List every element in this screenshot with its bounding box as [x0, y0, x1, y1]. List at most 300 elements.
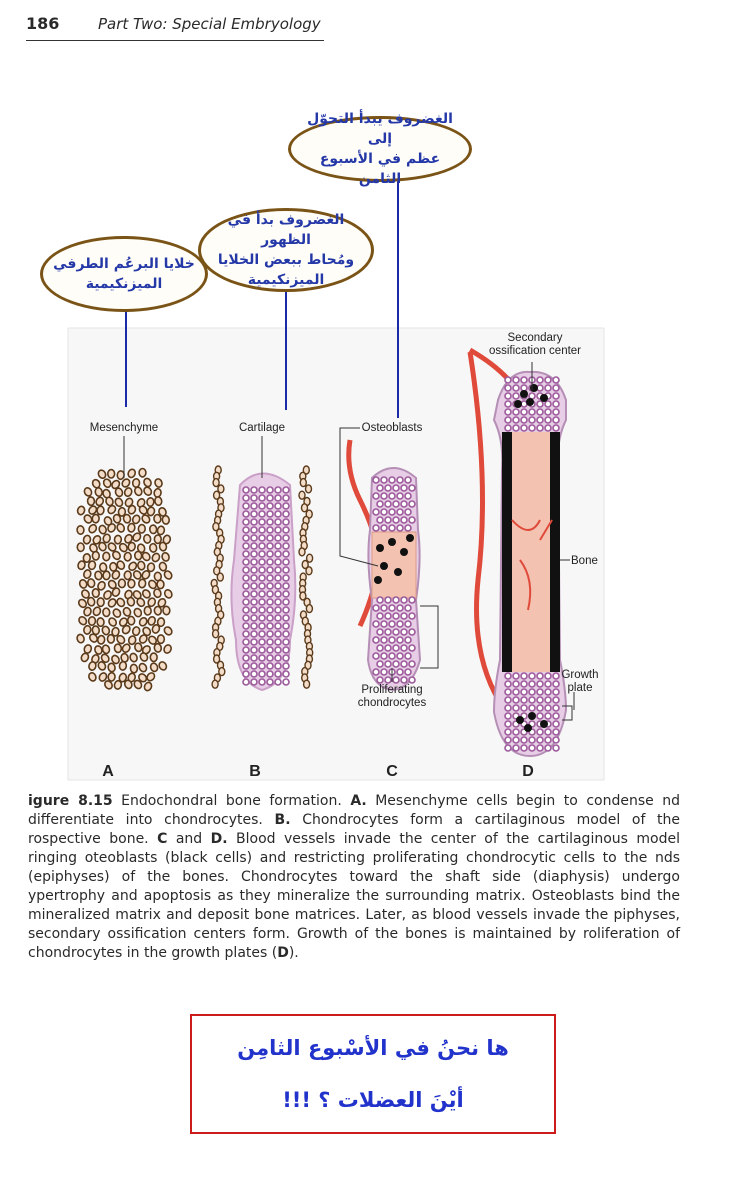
chondrocyte [545, 385, 551, 391]
mesenchyme-cell [217, 573, 223, 581]
chondrocyte [513, 689, 519, 695]
osteoblast [520, 390, 528, 398]
chondrocyte [545, 689, 551, 695]
chondrocyte [381, 669, 387, 675]
chondrocyte [267, 663, 273, 669]
chondrocyte [275, 679, 281, 685]
chondrocyte [259, 511, 265, 517]
chondrocyte [275, 543, 281, 549]
chondrocyte [405, 525, 411, 531]
chondrocyte [529, 705, 535, 711]
mesenchyme-cell [302, 504, 308, 512]
mesenchyme-cell [119, 661, 127, 670]
chondrocyte [243, 623, 249, 629]
chondrocyte [251, 575, 257, 581]
mesenchyme-cell [163, 606, 170, 615]
chondrocyte [521, 705, 527, 711]
panel-letter-a: A [102, 763, 114, 780]
chondrocyte [529, 409, 535, 415]
chondrocyte [545, 705, 551, 711]
label-cartilage: Cartilage [238, 422, 286, 434]
osteoblast [514, 400, 522, 408]
chondrocyte [381, 653, 387, 659]
label-bone: Bone [571, 555, 598, 567]
chondrocyte [243, 655, 249, 661]
mesenchyme-cell [154, 496, 162, 506]
chondrocyte [377, 661, 383, 667]
chondrocyte [251, 543, 257, 549]
chondrocyte [283, 631, 289, 637]
chondrocyte [513, 681, 519, 687]
chondrocyte [513, 673, 519, 679]
chondrocyte [267, 519, 273, 525]
chondrocyte [283, 663, 289, 669]
chondrocyte [283, 487, 289, 493]
chondrocyte [275, 511, 281, 517]
callout-cartilage [198, 208, 374, 292]
osteoblast [516, 716, 524, 724]
chondrocyte [537, 425, 543, 431]
mesenchyme-cell [154, 535, 161, 543]
chondrocyte [275, 655, 281, 661]
chondrocyte [537, 713, 543, 719]
osteoblast [524, 724, 532, 732]
osteoblast [380, 562, 388, 570]
chondrocyte [373, 525, 379, 531]
chondrocyte [381, 509, 387, 515]
label-mesenchyme: Mesenchyme [89, 422, 159, 434]
chondrocyte [545, 681, 551, 687]
chondrocyte [251, 551, 257, 557]
chondrocyte [505, 689, 511, 695]
chondrocyte [545, 417, 551, 423]
chondrocyte [389, 621, 395, 627]
chondrocyte [545, 401, 551, 407]
chondrocyte [275, 623, 281, 629]
chondrocyte [283, 583, 289, 589]
chondrocyte [513, 745, 519, 751]
mesenchyme-cell [299, 491, 305, 499]
chondrocyte [283, 527, 289, 533]
chondrocyte [283, 599, 289, 605]
chondrocyte [259, 607, 265, 613]
chondrocyte [401, 485, 407, 491]
chondrocyte [553, 673, 559, 679]
chondrocyte [537, 401, 543, 407]
cortical-bone-right [550, 432, 560, 672]
chondrocyte [267, 559, 273, 565]
chondrocyte [251, 639, 257, 645]
mesenchyme-cell [92, 589, 100, 598]
running-title: Part Two: Special Embryology [98, 15, 321, 33]
chondrocyte [259, 647, 265, 653]
chondrocyte [283, 511, 289, 517]
chondrocyte [275, 631, 281, 637]
chondrocyte [381, 637, 387, 643]
mesenchyme-cell [212, 680, 218, 688]
chondrocyte [409, 677, 415, 683]
chondrocyte [283, 639, 289, 645]
chondrocyte [283, 623, 289, 629]
chondrocyte [267, 551, 273, 557]
chondrocyte [553, 377, 559, 383]
chondrocyte [267, 591, 273, 597]
chondrocyte [513, 705, 519, 711]
chondrocyte [505, 745, 511, 751]
note-box [190, 1014, 556, 1134]
chondrocyte [521, 745, 527, 751]
mesenchyme-cell [213, 630, 219, 638]
label-proliferating-1: Proliferating [361, 684, 423, 696]
chondrocyte [537, 673, 543, 679]
mesenchyme-cell [153, 514, 161, 523]
caption-text-2: Mesenchyme cells begin to condense nd differentiate into chondrocytes. [28, 793, 680, 828]
chondrocyte [505, 681, 511, 687]
chondrocyte [251, 623, 257, 629]
panel-letter-d: D [522, 763, 534, 780]
chondrocyte [537, 697, 543, 703]
mesenchyme-cell [103, 552, 110, 561]
chondrocyte [283, 503, 289, 509]
chondrocyte [267, 543, 273, 549]
chondrocyte [505, 401, 511, 407]
chondrocyte [275, 583, 281, 589]
chondrocyte [513, 417, 519, 423]
chondrocyte [377, 645, 383, 651]
chondrocyte [251, 679, 257, 685]
chondrocyte [521, 681, 527, 687]
label-secondary-2: ossification center [488, 345, 582, 357]
chondrocyte [283, 535, 289, 541]
chondrocyte [405, 509, 411, 515]
chondrocyte [275, 615, 281, 621]
mesenchyme-cell [306, 605, 312, 613]
chondrocyte [385, 485, 391, 491]
chondrocyte [397, 493, 403, 499]
mesenchyme-cell [83, 625, 91, 634]
chondrocyte [259, 623, 265, 629]
chondrocyte [553, 393, 559, 399]
chondrocyte [513, 409, 519, 415]
chondrocyte [553, 401, 559, 407]
chondrocyte [529, 681, 535, 687]
mesenchyme-cell [154, 606, 162, 615]
chondrocyte [409, 597, 415, 603]
chondrocyte [251, 519, 257, 525]
chondrocyte [243, 495, 249, 501]
chondrocyte [401, 629, 407, 635]
osteoblast [400, 548, 408, 556]
chondrocyte [267, 487, 273, 493]
chondrocyte [259, 583, 265, 589]
chondrocyte [243, 671, 249, 677]
caption-label-d: D. [210, 831, 228, 847]
chondrocyte [505, 713, 511, 719]
chondrocyte [275, 559, 281, 565]
chondrocyte [545, 673, 551, 679]
mesenchyme-cell [97, 618, 105, 627]
mesenchyme-cell [134, 551, 142, 560]
chondrocyte [513, 385, 519, 391]
chondrocyte [267, 671, 273, 677]
chondrocyte [275, 527, 281, 533]
chondrocyte [259, 591, 265, 597]
label-proliferating-2: chondrocytes [357, 697, 427, 709]
label-osteoblasts: Osteoblasts [361, 422, 423, 434]
chondrocyte [389, 509, 395, 515]
chondrocyte [393, 629, 399, 635]
chondrocyte [243, 559, 249, 565]
mesenchyme-cell [87, 497, 95, 506]
chondrocyte [283, 671, 289, 677]
chondrocyte [513, 737, 519, 743]
chondrocyte [409, 517, 415, 523]
chondrocyte [377, 613, 383, 619]
chondrocyte [251, 567, 257, 573]
mesenchyme-cell [121, 653, 129, 662]
chondrocyte [377, 677, 383, 683]
mesenchyme-cell [132, 626, 140, 636]
chondrocyte [283, 655, 289, 661]
osteoblast [528, 712, 536, 720]
caption-text-1: Endochondral bone formation. [112, 793, 351, 809]
chondrocyte [275, 639, 281, 645]
mesenchyme-cell [124, 552, 131, 561]
mesenchyme-cell [77, 543, 84, 552]
chondrocyte [251, 487, 257, 493]
mesenchyme-cell [130, 664, 138, 673]
chondrocyte [529, 737, 535, 743]
chondrocyte [259, 487, 265, 493]
chondrocyte [283, 495, 289, 501]
chondrocyte [513, 425, 519, 431]
chondrocyte [545, 713, 551, 719]
mesenchyme-cell [97, 506, 105, 515]
chondrocyte [275, 671, 281, 677]
chondrocyte [267, 527, 273, 533]
chondrocyte [553, 745, 559, 751]
chondrocyte [267, 647, 273, 653]
chondrocyte [283, 559, 289, 565]
chondrocyte [283, 615, 289, 621]
chondrocyte [505, 425, 511, 431]
chondrocyte [389, 653, 395, 659]
chondrocyte [385, 661, 391, 667]
chondrocyte [267, 503, 273, 509]
chondrocyte [275, 567, 281, 573]
chondrocyte [397, 621, 403, 627]
chondrocyte [405, 669, 411, 675]
chondrocyte [373, 653, 379, 659]
chondrocyte [553, 681, 559, 687]
chondrocyte [275, 599, 281, 605]
mesenchyme-cell [124, 571, 131, 580]
osteoblast [394, 568, 402, 576]
chondrocyte [545, 745, 551, 751]
caption-label-d-2: D [277, 945, 289, 961]
mesenchyme-cell [213, 479, 219, 487]
chondrocyte [243, 647, 249, 653]
chondrocyte [545, 737, 551, 743]
chondrocyte [275, 519, 281, 525]
panel-letter-c: C [386, 763, 398, 780]
mesenchyme-cell [150, 653, 157, 662]
chondrocyte [405, 477, 411, 483]
chondrocyte [513, 393, 519, 399]
chondrocyte [275, 663, 281, 669]
chondrocyte [373, 493, 379, 499]
mesenchyme-cell [306, 567, 312, 575]
chondrocyte [267, 631, 273, 637]
chondrocyte [251, 527, 257, 533]
mesenchyme-cell [306, 485, 312, 493]
caption-label-a: A. [350, 793, 367, 809]
chondrocyte [267, 679, 273, 685]
chondrocyte [537, 417, 543, 423]
caption-text-6: ). [288, 945, 299, 961]
osteoblast [376, 544, 384, 552]
chondrocyte [251, 495, 257, 501]
chondrocyte [505, 673, 511, 679]
caption-figure-number: igure 8.15 [28, 793, 113, 809]
chondrocyte [553, 721, 559, 727]
chondrocyte [389, 637, 395, 643]
chondrocyte [513, 377, 519, 383]
chondrocyte [553, 705, 559, 711]
chondrocyte [409, 661, 415, 667]
mesenchyme-cell [299, 548, 305, 556]
chondrocyte [513, 729, 519, 735]
chondrocyte [405, 605, 411, 611]
callout-cartilage-line-2: ومُحاط ببعض الخلايا [217, 252, 355, 268]
chondrocyte [243, 511, 249, 517]
cortical-bone-left [502, 432, 512, 672]
chondrocyte [505, 409, 511, 415]
chondrocyte [243, 615, 249, 621]
chondrocyte [267, 535, 273, 541]
chondrocyte [529, 425, 535, 431]
chondrocyte [393, 661, 399, 667]
chondrocyte [553, 713, 559, 719]
mesenchyme-cell [92, 552, 99, 561]
chondrocyte [521, 737, 527, 743]
label-growth-2: plate [567, 682, 593, 694]
chondrocyte [505, 377, 511, 383]
chondrocyte [377, 597, 383, 603]
chondrocyte [259, 615, 265, 621]
chondrocyte [275, 607, 281, 613]
chondrocyte [251, 583, 257, 589]
chondrocyte [397, 653, 403, 659]
chondrocyte [267, 599, 273, 605]
chondrocyte [259, 663, 265, 669]
chondrocyte [545, 425, 551, 431]
chondrocyte [243, 631, 249, 637]
chondrocyte [393, 597, 399, 603]
chondrocyte [283, 679, 289, 685]
chondrocyte [243, 551, 249, 557]
chondrocyte [537, 409, 543, 415]
chondrocyte [243, 663, 249, 669]
chondrocyte [553, 737, 559, 743]
chondrocyte [243, 503, 249, 509]
chondrocyte [259, 671, 265, 677]
callout-mesenchyme [40, 236, 208, 312]
chondrocyte [521, 377, 527, 383]
caption-text-3: Chondrocytes form a cartilaginous model of the rospective bone. [28, 812, 681, 847]
osteoblast [526, 398, 534, 406]
chondrocyte [377, 629, 383, 635]
chondrocyte [259, 655, 265, 661]
chondrocyte [521, 673, 527, 679]
chondrocyte [393, 517, 399, 523]
chondrocyte [243, 567, 249, 573]
mesenchyme-cell [157, 580, 164, 589]
chondrocyte [397, 525, 403, 531]
chondrocyte [243, 583, 249, 589]
osteoblast [374, 576, 382, 584]
chondrocyte [553, 425, 559, 431]
chondrocyte [505, 697, 511, 703]
chondrocyte [521, 689, 527, 695]
chondrocyte [385, 517, 391, 523]
chondrocyte [521, 425, 527, 431]
chondrocyte [283, 647, 289, 653]
chondrocyte [553, 417, 559, 423]
chondrocyte [283, 607, 289, 613]
chondrocyte [251, 663, 257, 669]
chondrocyte [267, 623, 273, 629]
chondrocyte [393, 485, 399, 491]
chondrocyte [259, 503, 265, 509]
chondrocyte [259, 527, 265, 533]
chondrocyte [373, 477, 379, 483]
mesenchyme-cell [128, 579, 135, 588]
chondrocyte [397, 605, 403, 611]
callout-mesenchyme-line-2: الميزنكيمية [85, 276, 163, 292]
chondrocyte [545, 729, 551, 735]
chondrocyte [397, 477, 403, 483]
caption-label-c: C [157, 831, 168, 847]
chondrocyte [243, 535, 249, 541]
osteoblast [388, 538, 396, 546]
mesenchyme-cell [304, 680, 310, 688]
osteoblast [540, 720, 548, 728]
chondrocyte [377, 485, 383, 491]
chondrocyte [397, 637, 403, 643]
mesenchyme-cell [108, 470, 115, 479]
chondrocyte [251, 559, 257, 565]
caption-text-5: Blood vessels invade the center of the cartilaginous model ringing oteoblasts (black cells) and restricting proliferating chondrocytic cells to the nds (epiphyses) of the bones. Chondrocytes toward the shaft side (diaphysis) undergo ypertrophy and apoptosis as they mineralize the surrounding matrix. Osteoblasts bind the mineralized matrix and deposit bone matrices. Later, as blood vessels invade the piphyses, secondary ossification centers form. Growth of the bones is maintained by roliferation of chondrocytes in the growth plates ( [28, 831, 680, 961]
chondrocyte [251, 599, 257, 605]
chondrocyte [267, 615, 273, 621]
chondrocyte [275, 495, 281, 501]
chondrocyte [373, 605, 379, 611]
chondrocyte [267, 607, 273, 613]
chondrocyte [267, 655, 273, 661]
chondrocyte [259, 599, 265, 605]
chondrocyte [409, 645, 415, 651]
mesenchyme-cell [114, 644, 122, 653]
chondrocyte [373, 637, 379, 643]
mesenchyme-cell [158, 635, 165, 643]
chondrocyte [409, 485, 415, 491]
chondrocyte [381, 525, 387, 531]
mesenchyme-cell [147, 498, 154, 507]
label-secondary-1: Secondary [507, 332, 563, 344]
mesenchyme-cell [138, 579, 146, 588]
chondrocyte [251, 591, 257, 597]
